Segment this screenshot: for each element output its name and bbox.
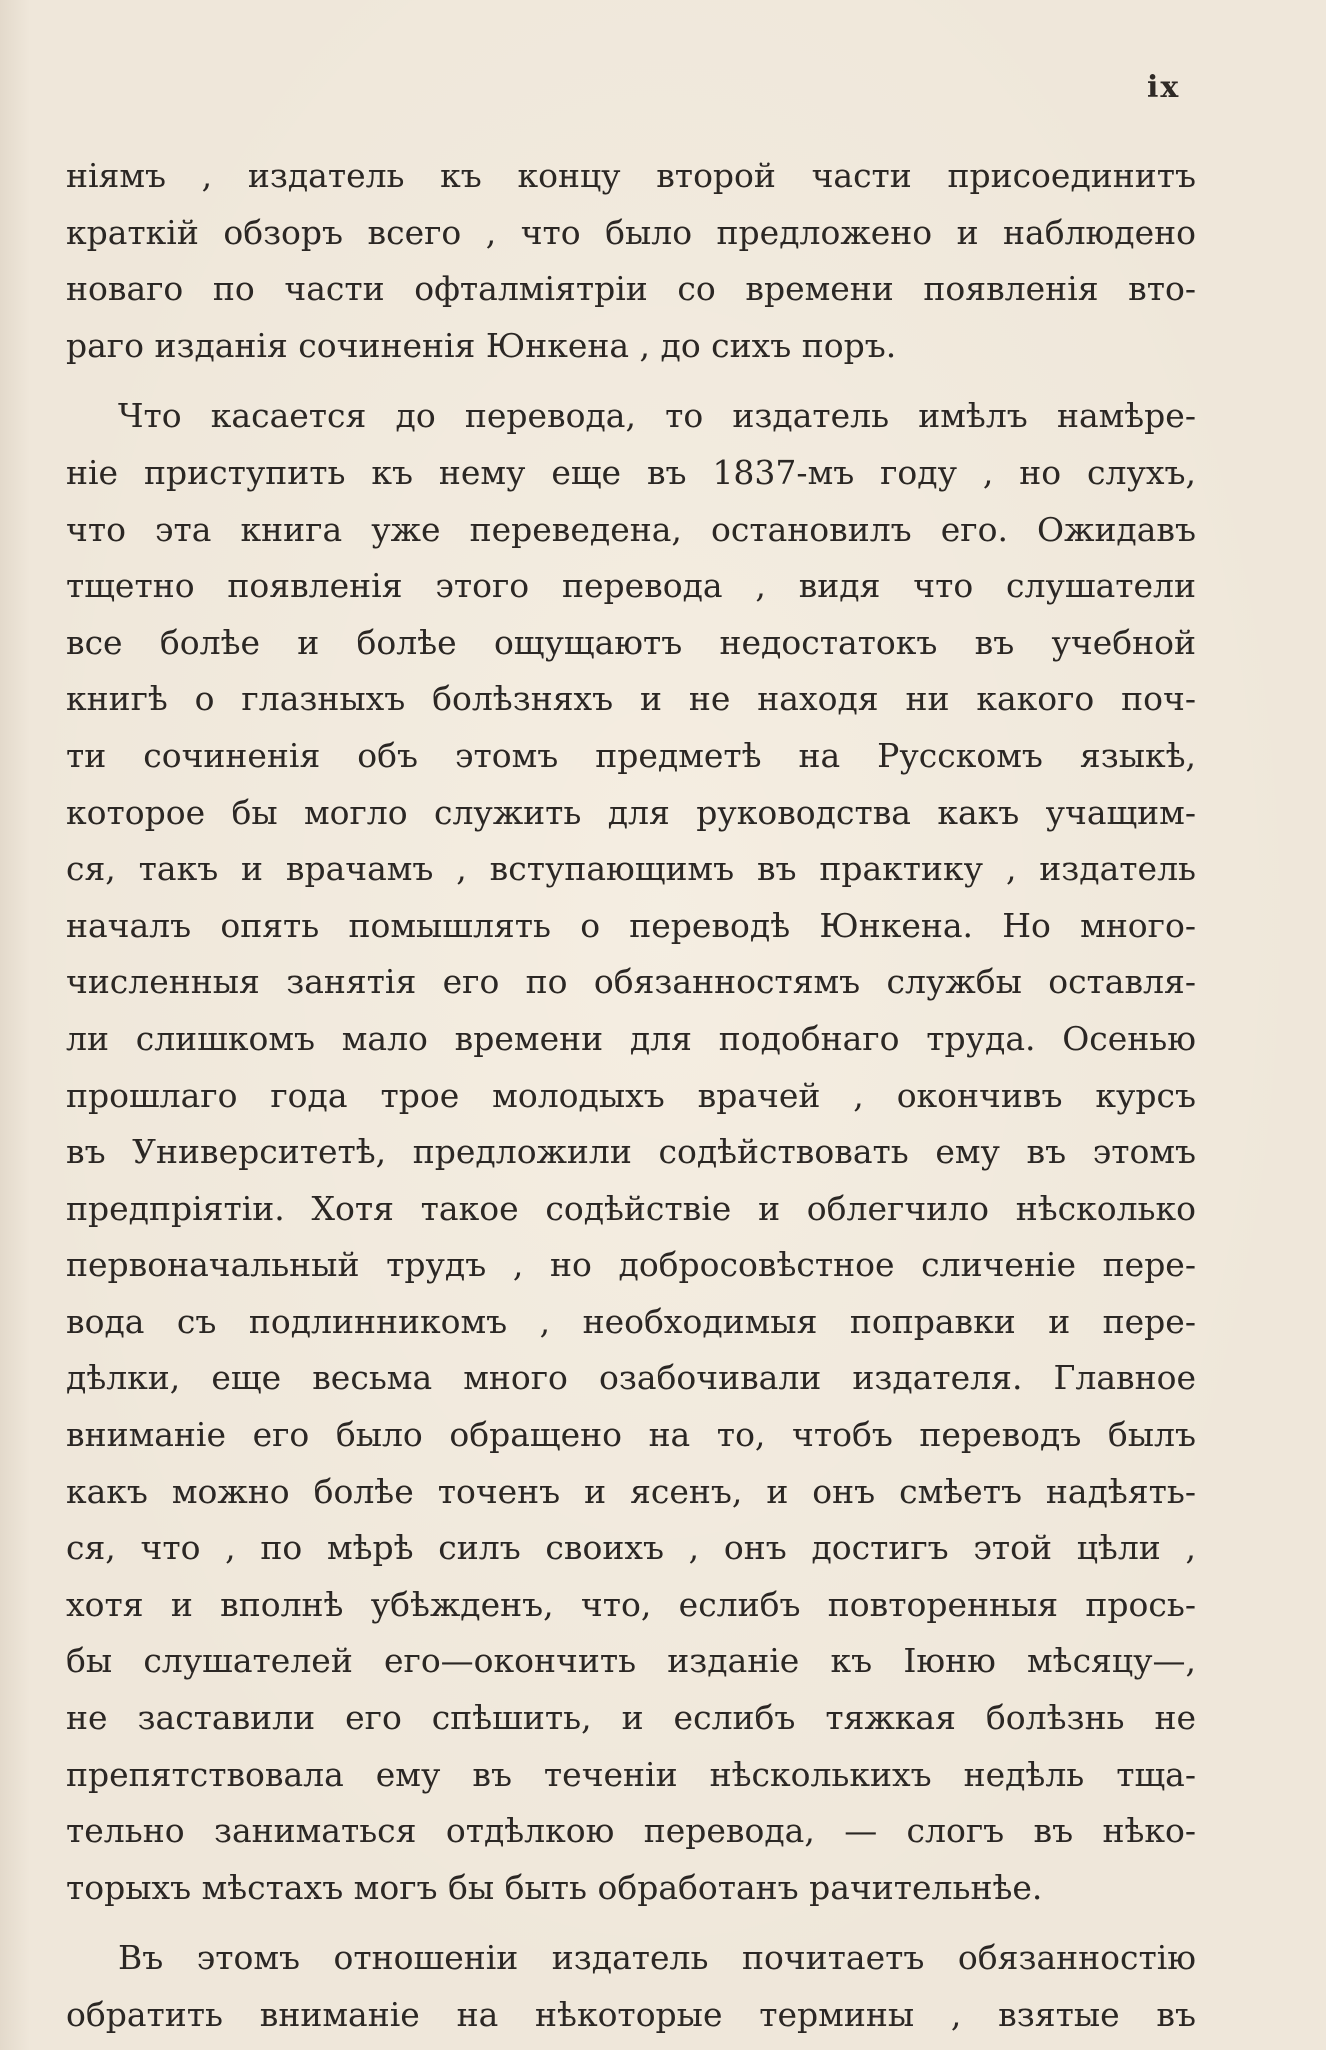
text-line: прошлаго года трое молодыхъ врачей , окончивъ курсъ: [66, 1075, 1196, 1115]
text-line: не заставили его спѣшить, и еслибъ тяжкая болѣзнь не: [66, 1698, 1196, 1738]
text-line: все болѣе и болѣе ощущаютъ недостатокъ въ учебной: [66, 622, 1196, 662]
text-line: которое бы могло служить для руководства какъ учащим-: [66, 792, 1196, 832]
text-line: дѣлки, еще весьма много озабочивали издателя. Главное: [66, 1358, 1196, 1398]
text-line: раго изданія сочиненія Юнкена , до сихъ поръ.: [66, 325, 897, 365]
text-line: препятствовала ему въ теченіи нѣсколькихъ недѣль тща-: [66, 1754, 1196, 1794]
text-line: первоначальный трудъ , но добросовѣстное сличеніе пере-: [66, 1245, 1196, 1285]
text-line: предпріятіи. Хотя такое содѣйствіе и облегчило нѣсколько: [66, 1188, 1196, 1228]
text-line: какъ можно болѣе точенъ и ясенъ, и онъ смѣетъ надѣять-: [66, 1471, 1196, 1511]
text-line: ніе приступить къ нему еще въ 1837-мъ году , но слухъ,: [66, 452, 1196, 492]
text-line: новаго по части офталміятріи со времени появленія вто-: [66, 269, 1196, 309]
page-number: ix: [1147, 70, 1181, 105]
text-line: ся, такъ и врачамъ , вступающимъ въ практику , издатель: [66, 849, 1196, 889]
text-line: ли слишкомъ мало времени для подобнаго труда. Осенью: [66, 1018, 1196, 1058]
text-line: тщетно появленія этого перевода , видя что слушатели: [66, 566, 1196, 606]
text-line: тельно заниматься отдѣлкою перевода, — слогъ въ нѣко-: [66, 1811, 1196, 1851]
text-line: торыхъ мѣстахъ могъ бы быть обработанъ рачительнѣе.: [66, 1867, 1043, 1907]
text-line: вниманіе его было обращено на то, чтобъ переводъ былъ: [66, 1415, 1196, 1455]
text-line: ніямъ , издатель къ концу второй части присоединитъ: [66, 156, 1196, 195]
text-line: ти сочиненія объ этомъ предметѣ на Русскомъ языкѣ,: [66, 735, 1196, 775]
text-line: что эта книга уже переведена, остановилъ его. Ожидавъ: [66, 509, 1196, 549]
text-line: хотя и вполнѣ убѣжденъ, что, еслибъ повторенныя прось-: [66, 1584, 1196, 1624]
text-line: Въ этомъ отношеніи издатель почитаетъ обязанностію: [118, 1938, 1196, 1978]
text-line: бы слушателей его—окончить изданіе къ Іюню мѣсяцу—,: [66, 1641, 1196, 1681]
paragraph: [66, 148, 1196, 374]
text-line: началъ опять помышлять о переводѣ Юнкена. Но много-: [66, 905, 1196, 945]
text-line: численныя занятія его по обязанностямъ службы оставля-: [66, 962, 1196, 1002]
text-line: книгѣ о глазныхъ болѣзняхъ и не находя ни какого поч-: [66, 679, 1196, 719]
text-line: обратить вниманіе на нѣкоторые термины , взятые въ: [66, 1995, 1196, 2034]
text-line: ся, что , по мѣрѣ силъ своихъ , онъ достигъ этой цѣли ,: [66, 1528, 1196, 1568]
paragraph: [66, 388, 1196, 1916]
text-line: вода съ подлинникомъ , необходимыя поправки и пере-: [66, 1301, 1196, 1341]
text-line: въ Университетѣ, предложили содѣйствовать ему въ этомъ: [66, 1132, 1196, 1172]
text-line: Что касается до перевода, то издатель имѣлъ намѣре-: [118, 396, 1196, 436]
body-text: [66, 148, 1196, 2044]
text-line: краткій обзоръ всего , что было предложено и наблюдено: [66, 212, 1196, 252]
paragraph: [66, 1930, 1196, 2043]
